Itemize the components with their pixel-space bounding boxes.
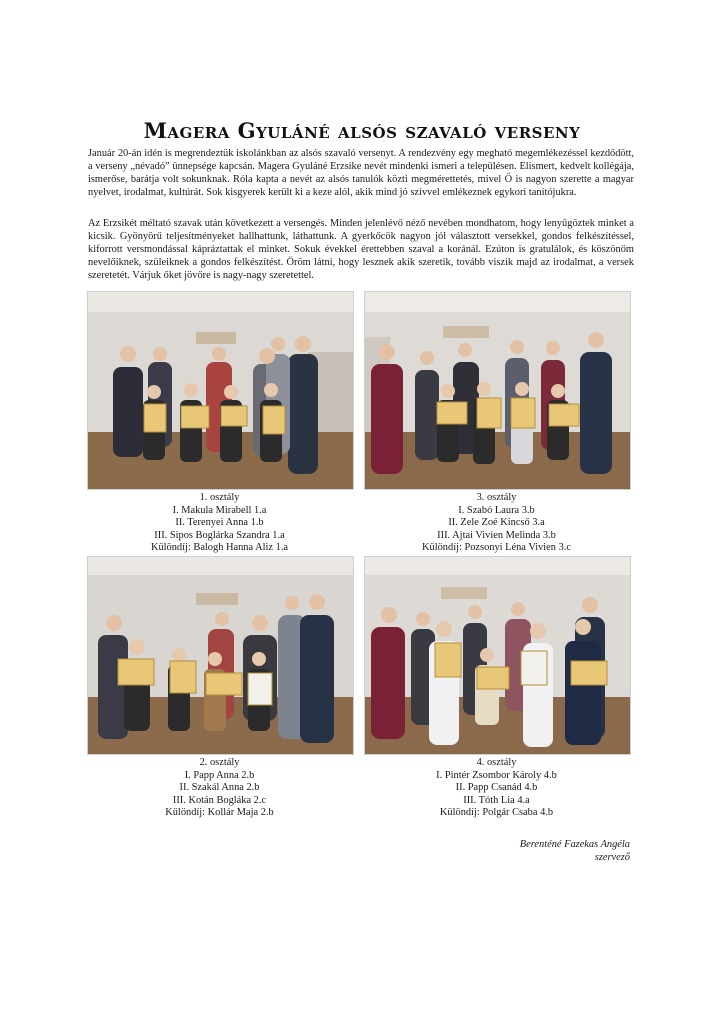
organizer-role: szervező [594,852,630,863]
result-line: II. Terenyei Anna 1.b [175,517,264,529]
organizer-name: Berenténé Fazekas Angéla [519,839,630,850]
result-line: Különdíj: Balogh Hanna Aliz 1.a [150,542,289,554]
results-class-3 [364,492,629,555]
class-label: 4. osztály [476,757,517,768]
class-label: 2. osztály [199,757,240,768]
result-line: II. Papp Csanád 4.b [455,782,538,794]
result-line: I. Pintér Zsombor Károly 4.b [436,769,557,781]
results-class-4 [364,757,629,820]
contest-paragraph: Az Erzsikét méltató szavak után következett a versengés. Minden jelenlévő néző nevében mondhatom, hogy lenyűgöztek minket a kicsik. Gyönyörű teljesítményeket hallhattunk, láthattunk. A gyerkőcök nagyon jól választott versekkel, gondos felkészítéssel, kiforrott versmondással kápráztattak el minket. Sokuk évekkel érettebben szaval a koránál. Ezúton is gratulálok, és köszönöm nevelőiknek, szüleiknek a gondos felkészítést. Öröm látni, hogy lesznek akik szeretik, tovább viszik majd az irodalmat, a versek szeretetét. Várjuk őket jövőre is nagy-nagy szeretettel. [88,218,634,281]
class-label: 1. osztály [199,492,240,503]
result-line: III. Kotán Bogláka 2.c [172,794,267,806]
result-line: III. Tóth Lia 4.a [463,794,530,806]
page-title: Magera Gyuláné alsós szavaló verseny [143,118,581,143]
result-line: Különdíj: Polgár Csaba 4.b [439,807,554,819]
result-line: III. Ajtai Vivien Melinda 3.b [437,529,556,541]
results-class-1 [87,492,352,555]
intro-paragraph: Január 20-án idén is megrendeztük iskolánkban az alsós szavaló versenyt. A rendezvény egy megható megemlékezéssel kezdődött, a verseny „névadó” ünnepsége kapcsán. Magera Gyuláné Erzsike nevét mindenki ismeri a településen. Elismert, kedvelt kollégája, ismerőse, barátja volt sokunknak. Róla kapta a nevét az alsós tanulók közti megmérettetés, mivel Ő is nagyon szerette a magyar nyelvet, irodalmat, kultúrát. Sok kisgyerek került ki a keze alól, akik mind jó szívvel emlékeznek egykori tanítójukra. [88,148,634,198]
class-label: 3. osztály [476,492,517,503]
group-photo-class-1 [87,291,354,490]
result-line: Különdíj: Kollár Maja 2.b [165,807,274,819]
result-line: II. Zele Zoé Kincső 3.a [448,517,545,529]
result-line: I. Szabó Laura 3.b [458,504,535,516]
result-line: II. Szakál Anna 2.b [179,782,260,794]
group-photo-class-2 [87,556,354,755]
group-photo-class-4 [364,556,631,755]
results-class-2 [87,757,352,820]
group-photo-class-3 [364,291,631,490]
result-line: Különdíj: Pozsonyi Léna Vivien 3.c [422,542,571,554]
signature-block [520,838,630,864]
result-line: III. Sipos Boglárka Szandra 1.a [154,529,285,541]
result-line: I. Papp Anna 2.b [184,769,255,781]
result-line: I. Makula Mirabell 1.a [172,504,267,516]
